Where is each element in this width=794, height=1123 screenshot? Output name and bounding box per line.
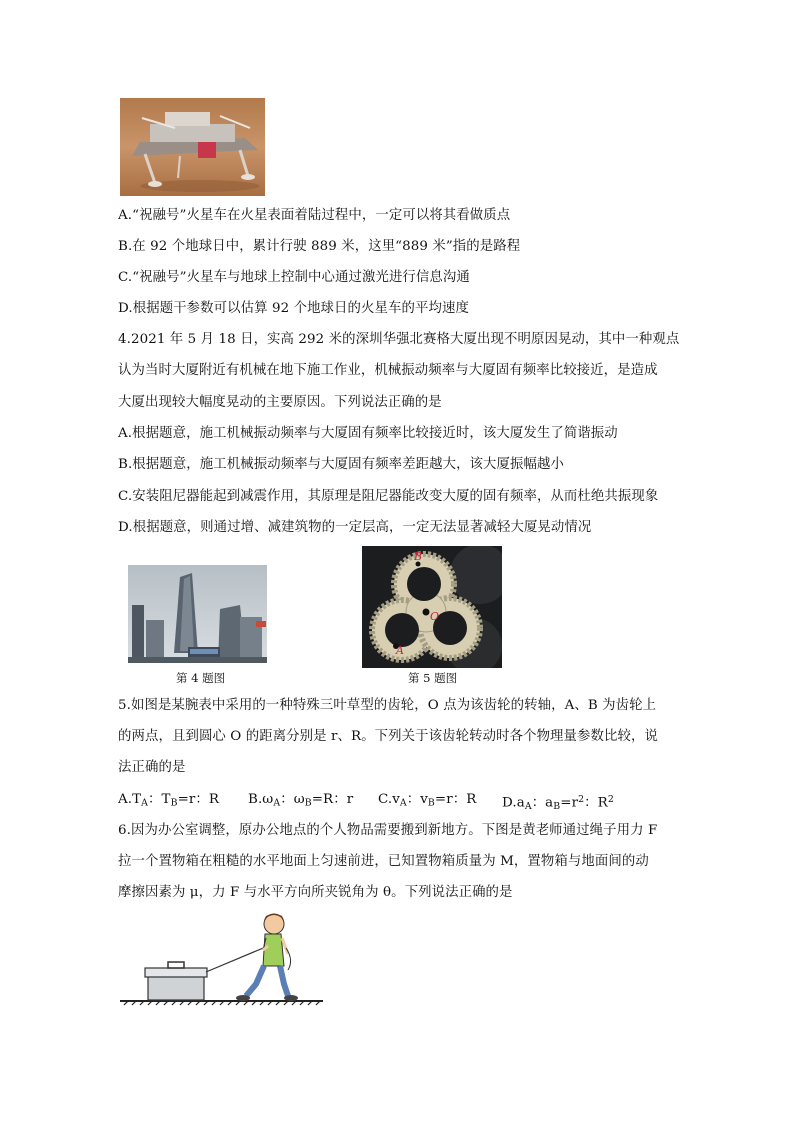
gear-label-o: O <box>430 610 440 623</box>
q6-stem-line-1: 6.因为办公室调整，原办公地点的个人物品需要搬到新地方。下图是黄老师通过绳子用力 F <box>118 823 658 838</box>
q5-option-a: $A.T_A$：$T_B=r$：R <box>118 792 220 809</box>
q4-option-a: A.根据题意，施工机械振动频率与大厦固有频率比较接近时，该大厦发生了简谐振动 <box>118 426 618 441</box>
gear-photo <box>362 546 502 668</box>
mars-rover-photo <box>120 98 265 196</box>
q6-stem-line-3: 摩擦因素为 μ，力 F 与水平方向所夹锐角为 θ。下列说法正确的是 <box>118 885 513 900</box>
q4-option-c: C.安装阻尼器能起到减震作用，其原理是阻尼器能改变大厦的固有频率，从而杜绝共振现象 <box>118 489 659 504</box>
q4-option-d: D.根据题意，则通过增、减建筑物的一定层高，一定无法显著减轻大厦晃动情况 <box>118 520 592 535</box>
figure-4-caption: 第 4 题图 <box>176 671 226 685</box>
q5-stem-line-3: 法正确的是 <box>118 760 186 775</box>
gear-label-a: A <box>396 644 404 657</box>
q5-stem-line-1: 5.如图是某腕表中采用的一种特殊三叶草型的齿轮，O 点为该齿轮的转轴，A、B 为齿轮上 <box>118 698 657 713</box>
q3-option-b: B.在 92 个地球日中，累计行驶 889 米，这里“889 米”指的是路程 <box>118 239 521 254</box>
building-photo <box>128 565 267 663</box>
q4-stem-line-1: 4.2021 年 5 月 18 日，实高 292 米的深圳华强北赛格大厦出现不明原因晃动，其中一种观点 <box>118 332 680 347</box>
q4-stem-line-3: 大厦出现较大幅度晃动的主要原因。下列说法正确的是 <box>118 395 442 410</box>
q3-option-c: C.“祝融号”火星车与地球上控制中心通过激光进行信息沟通 <box>118 270 470 285</box>
q6-stem-line-2: 拉一个置物箱在粗糙的水平地面上匀速前进，已知置物箱质量为 M，置物箱与地面间的动 <box>118 854 649 869</box>
figure-5-caption: 第 5 题图 <box>408 671 458 685</box>
q3-option-d: D.根据题干参数可以估算 92 个地球日的火星车的平均速度 <box>118 301 469 316</box>
q5-option-b: $B.\omega_A$：$\omega_B=R$：r <box>248 792 354 809</box>
gear-label-b: B <box>414 550 423 563</box>
q3-option-a: A.“祝融号”火星车在火星表面着陆过程中，一定可以将其看做质点 <box>118 208 511 223</box>
q5-option-c: $C.v_A$：$v_B=r$：R <box>378 792 477 809</box>
q4-option-b: B.根据题意，施工机械振动频率与大厦固有频率差距越大，该大厦振幅越小 <box>118 457 564 472</box>
q4-stem-line-2: 认为当时大厦附近有机械在地下施工作业，机械振动频率与大厦固有频率比较接近，是造成 <box>118 363 658 378</box>
q5-stem-line-2: 的两点，且到圆心 O 的距离分别是 r、R。下列关于该齿轮转动时各个物理量参数比较，说 <box>118 729 658 744</box>
q5-option-d: $D.a_A$：$a_B=r^2$：$R^2$ <box>502 794 614 813</box>
pulling-box-illustration <box>118 908 328 1008</box>
